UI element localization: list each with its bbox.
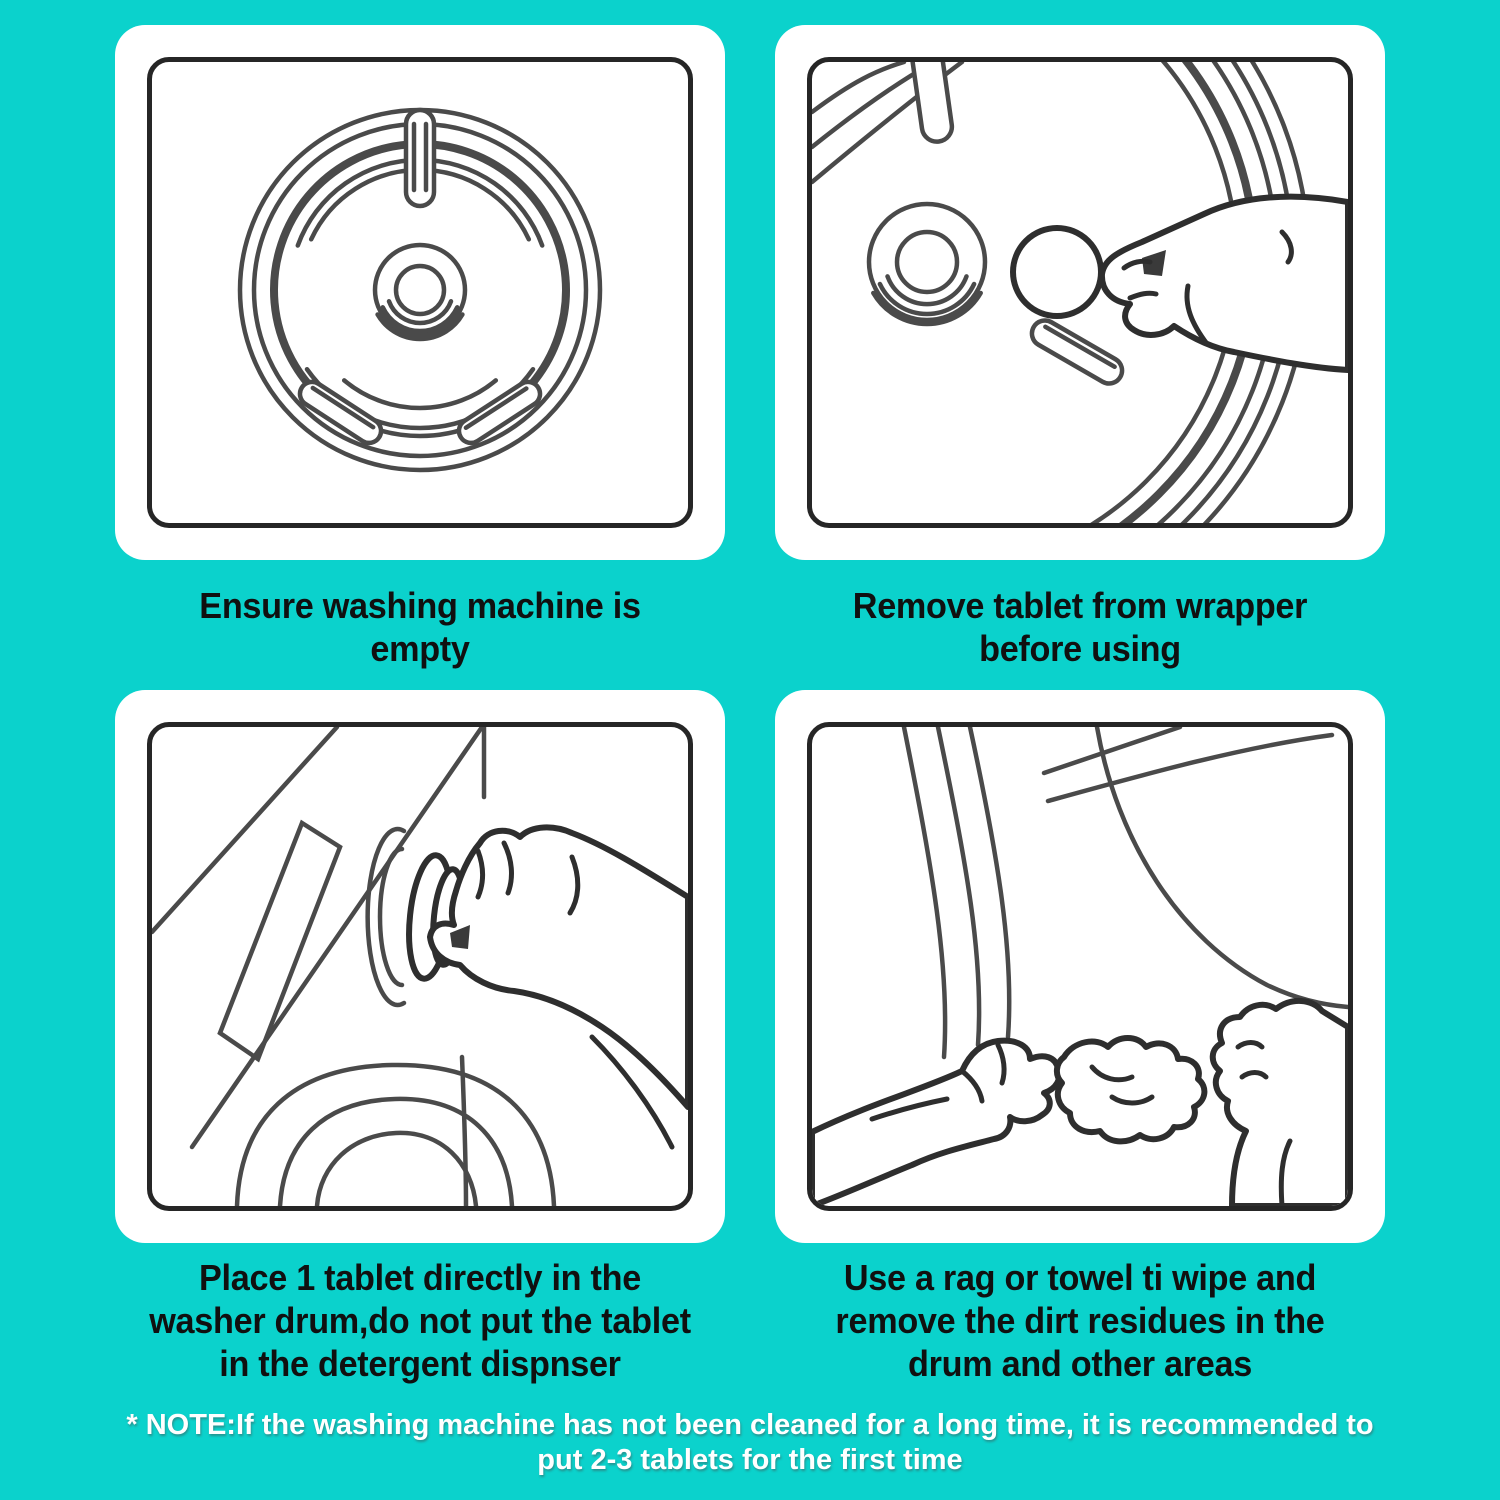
- step-2-caption: [748, 584, 1413, 670]
- step-4-caption-line-3: drum and other areas: [907, 1343, 1252, 1384]
- step-3-caption-line-1: Place 1 tablet directly in the: [199, 1257, 641, 1298]
- footnote-line-1: * NOTE:If the washing machine has not been cleaned for a long time, it is recommended to: [126, 1409, 1374, 1441]
- drum-hub: [375, 245, 465, 339]
- washer-drum-top-view-illustration: [152, 62, 688, 523]
- door-seal-curves: [904, 727, 1009, 1057]
- step-4-frame: [807, 722, 1353, 1211]
- hand-holding-tablet-illustration: [812, 62, 1348, 523]
- step-1-card: [115, 25, 725, 560]
- step-4-card: [775, 690, 1385, 1243]
- step-3-caption-line-2: washer drum,do not put the tablet: [149, 1300, 691, 1341]
- step-2-caption-line-1: Remove tablet from wrapper: [852, 585, 1308, 626]
- step-2-caption-line-2: before using: [979, 628, 1181, 669]
- step-2-frame: [807, 57, 1353, 528]
- dispenser-opening: [368, 829, 404, 1005]
- wipe-drum-illustration: [812, 727, 1348, 1206]
- step-1-caption-line-2: empty: [370, 628, 470, 669]
- step-4-caption-line-1: Use a rag or towel ti wipe and: [843, 1257, 1317, 1298]
- step-3-caption: [88, 1256, 753, 1385]
- cleaner-tablet: [1013, 228, 1101, 316]
- right-hand: [1213, 1001, 1348, 1206]
- hand: [1102, 197, 1348, 370]
- drum-opening-arcs: [237, 1065, 554, 1206]
- hand: [430, 827, 688, 1147]
- step-1-caption-line-1: Ensure washing machine is: [199, 585, 641, 626]
- rag: [1057, 1038, 1204, 1141]
- step-2-card: [775, 25, 1385, 560]
- step-3-frame: [147, 722, 693, 1211]
- step-3-card: [115, 690, 725, 1243]
- step-1-caption: [88, 584, 753, 670]
- step-1-frame: [147, 57, 693, 528]
- step-3-caption-line-3: in the detergent dispnser: [219, 1343, 621, 1384]
- left-hand: [812, 1041, 1059, 1206]
- footnote: [0, 1408, 1500, 1478]
- step-4-caption: [748, 1256, 1413, 1385]
- place-tablet-illustration: [152, 727, 688, 1206]
- footnote-line-2: put 2-3 tablets for the first time: [537, 1444, 963, 1476]
- step-4-caption-line-2: remove the dirt residues in the: [835, 1300, 1325, 1341]
- drum-hub: [869, 204, 985, 324]
